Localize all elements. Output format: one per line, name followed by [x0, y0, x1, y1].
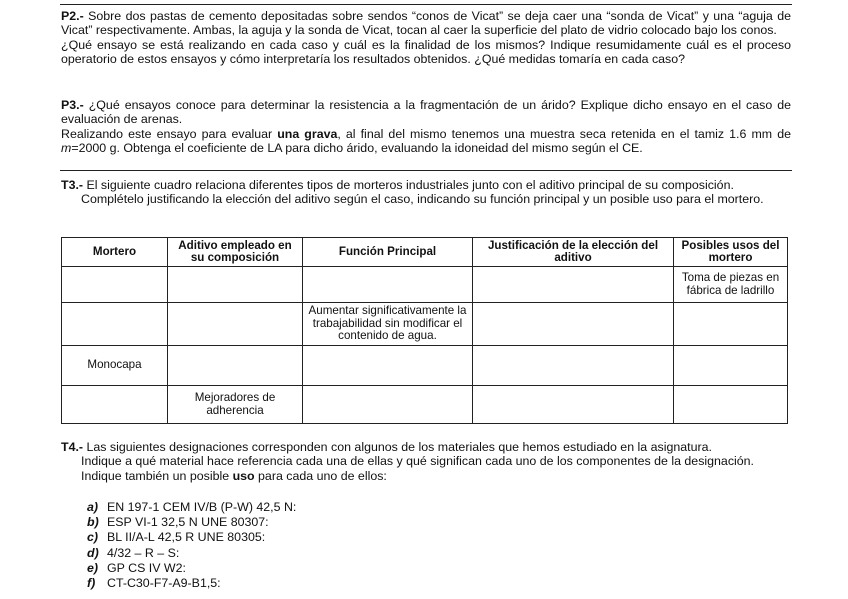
table-cell [62, 303, 168, 346]
header-mortero: Mortero [62, 238, 168, 267]
t3-text-1: El siguiente cuadro relaciona diferentes tipos de morteros industriales junto con el aditivo principal de su composición. [83, 178, 734, 192]
list-item [87, 561, 296, 576]
item-letter: f) [87, 576, 96, 591]
list-item [87, 546, 296, 561]
p3-label: P3.- [61, 98, 84, 112]
list-item [87, 576, 296, 591]
table-cell [168, 303, 303, 346]
item-letter: a) [87, 500, 99, 514]
p2-text-2: ¿Qué ensayo se está realizando en cada caso y cuál es la finalidad de los mismos? Indique resumidamente cuál es el proceso operatorio de estos ensayos y cómo interpretaría los resultados obtenidos. ¿Qué medidas tomaría en cada caso? [61, 37, 791, 67]
item-text: BL II/A-L 42,5 R UNE 80305: [107, 530, 266, 545]
table-cell [62, 386, 168, 424]
list-item [87, 530, 296, 545]
item-text: EN 197-1 CEM IV/B (P-W) 42,5 N: [107, 500, 297, 514]
item-text: ESP VI-1 32,5 N UNE 80307: [107, 515, 269, 530]
header-aditivo: Aditivo empleado en su composición [168, 238, 303, 267]
header-funcion: Función Principal [303, 238, 473, 267]
table-cell [62, 267, 168, 303]
item-letter: b) [87, 515, 99, 530]
item-text: 4/32 – R – S: [107, 545, 180, 560]
p3-text-2-post: =2000 g. Obtenga el coeficiente de LA para dicho árido, evaluando la idoneidad del mismo según el CE. [71, 141, 643, 156]
table-cell [473, 346, 674, 386]
item-text: CT-C30-F7-A9-B1,5: [107, 576, 221, 591]
header-usos: Posibles usos del mortero [674, 238, 788, 267]
table-row [62, 303, 788, 346]
mortar-table [61, 237, 788, 424]
top-rule [60, 4, 792, 5]
t4-text-2: Indique a qué material hace referencia cada una de ellas y qué significan cada uno de los componentes de la designación. [81, 454, 754, 469]
t4-text-1: Las siguientes designaciones corresponden con algunos de los materiales que hemos estudiado en la asignatura. [83, 440, 712, 454]
item-letter: e) [87, 560, 99, 575]
table-cell [473, 386, 674, 424]
item-letter: c) [87, 530, 99, 545]
t4-label: T4.- [61, 440, 84, 454]
table-cell [303, 267, 473, 303]
table-cell [674, 346, 788, 386]
p2-text-1: Sobre dos pastas de cemento depositadas sobre sendos “conos de Vicat” se deja caer una “sonda de Vicat” y una “aguja de Vicat” respectivamente. Ambas, la aguja y la sonda de Vicat, tocan al caer la superficie del plato de vidrio colocado bajo los conos. [61, 9, 791, 38]
t4-text-3-bold: uso [232, 468, 255, 483]
header-justificacion: Justificación de la elección del aditivo [473, 238, 674, 267]
table-header-row [62, 238, 788, 267]
table-cell [303, 386, 473, 424]
table-cell [473, 267, 674, 303]
t3-label: T3.- [61, 178, 84, 192]
p3-text-2-bold: una grava [277, 126, 338, 141]
table-row [62, 267, 788, 303]
table-row [62, 386, 788, 424]
table-cell: Toma de piezas en fábrica de ladrillo [674, 267, 788, 303]
table-cell [168, 267, 303, 303]
p3-text-2-var: m [61, 141, 72, 156]
t4-text-3-pre: Indique también un posible [81, 468, 233, 483]
p2-label: P2.- [61, 9, 84, 23]
table-cell [473, 303, 674, 346]
question-t3 [61, 178, 791, 207]
designation-list [87, 500, 296, 591]
table-cell [674, 386, 788, 424]
question-p3 [61, 98, 791, 156]
table-cell: Monocapa [62, 346, 168, 386]
table-cell [674, 303, 788, 346]
item-letter: d) [87, 545, 99, 560]
table-cell: Aumentar significativamente la trabajabilidad sin modificar el contenido de agua. [303, 303, 473, 346]
item-text: GP CS IV W2: [107, 560, 186, 575]
table-cell [168, 346, 303, 386]
section-rule [60, 170, 792, 171]
list-item [87, 515, 296, 530]
p3-text-2-mid: , al final del mismo tenemos una muestra seca retenida en el tamiz 1.6 mm de [337, 126, 791, 141]
question-t4 [61, 440, 791, 483]
table-cell: Mejoradores de adherencia [168, 386, 303, 424]
t3-text-2: Complételo justificando la elección del aditivo según el caso, indicando su función principal y un posible uso para el mortero. [81, 192, 764, 207]
question-p2 [61, 9, 791, 67]
p3-text-2-pre: Realizando este ensayo para evaluar [61, 126, 278, 141]
p3-text-1: ¿Qué ensayos conoce para determinar la resistencia a la fragmentación de un árido? Explique dicho ensayo en el caso de evaluación de arenas. [61, 98, 791, 127]
table-row [62, 346, 788, 386]
t4-text-3-post: para cada uno de ellos: [254, 468, 387, 483]
table-cell [303, 346, 473, 386]
list-item [87, 500, 296, 515]
